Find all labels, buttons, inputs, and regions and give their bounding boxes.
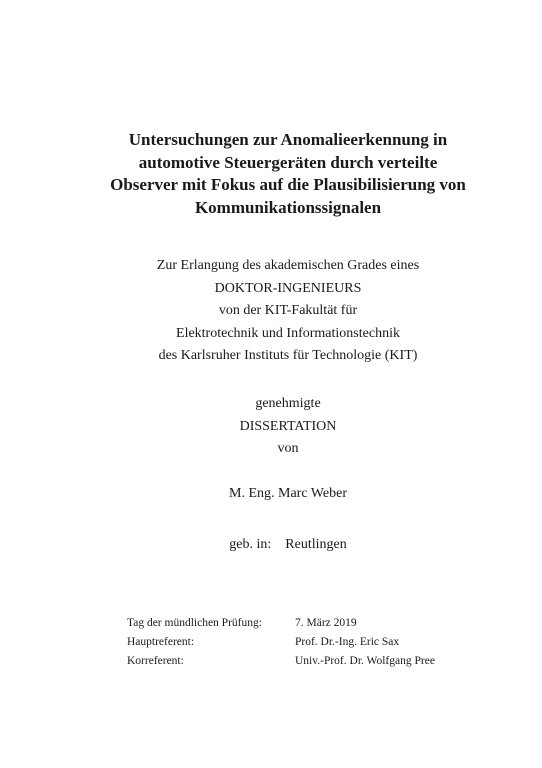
exam-date-value: 7. März 2019	[295, 617, 357, 629]
exam-row	[127, 652, 435, 671]
degree-line: Zur Erlangung des akademischen Grades eines	[156, 258, 420, 273]
main-referee-label: Hauptreferent:	[127, 636, 195, 648]
exam-date-label: Tag der mündlichen Prüfung:	[127, 617, 262, 629]
co-referee-label: Korreferent:	[127, 655, 184, 667]
birthplace	[60, 535, 516, 555]
approval-line: genehmigte	[255, 396, 321, 411]
degree-line: des Karlsruher Instituts für Technologie (KIT)	[158, 348, 418, 363]
title-line: Untersuchungen zur Anomalieerkennung in	[128, 130, 448, 149]
main-referee-value: Prof. Dr.-Ing. Eric Sax	[295, 636, 400, 648]
title-line: automotive Steuergeräten durch verteilte	[138, 152, 438, 172]
degree-line: Elektrotechnik und Informationstechnik	[176, 325, 400, 341]
approval-line: DISSERTATION	[239, 418, 337, 434]
dissertation-title	[60, 129, 516, 219]
birthplace-label: geb. in:	[229, 537, 272, 552]
examination-details	[127, 614, 435, 671]
author-name: M. Eng. Marc Weber	[229, 486, 347, 501]
birthplace-value: Reutlingen	[285, 537, 347, 552]
approval-line: von	[277, 441, 299, 456]
co-referee-value: Univ.-Prof. Dr. Wolfgang Pree	[295, 655, 435, 667]
approval-statement	[60, 393, 516, 461]
exam-row	[127, 614, 435, 633]
exam-row	[127, 633, 435, 652]
degree-line: DOKTOR-INGENIEURS	[214, 280, 362, 296]
title-line: Kommunikationssignalen	[194, 197, 382, 217]
degree-line: von der KIT-Fakultät für	[218, 303, 358, 318]
degree-statement	[60, 255, 516, 368]
title-line: Observer mit Fokus auf die Plausibilisierung von	[110, 175, 466, 194]
